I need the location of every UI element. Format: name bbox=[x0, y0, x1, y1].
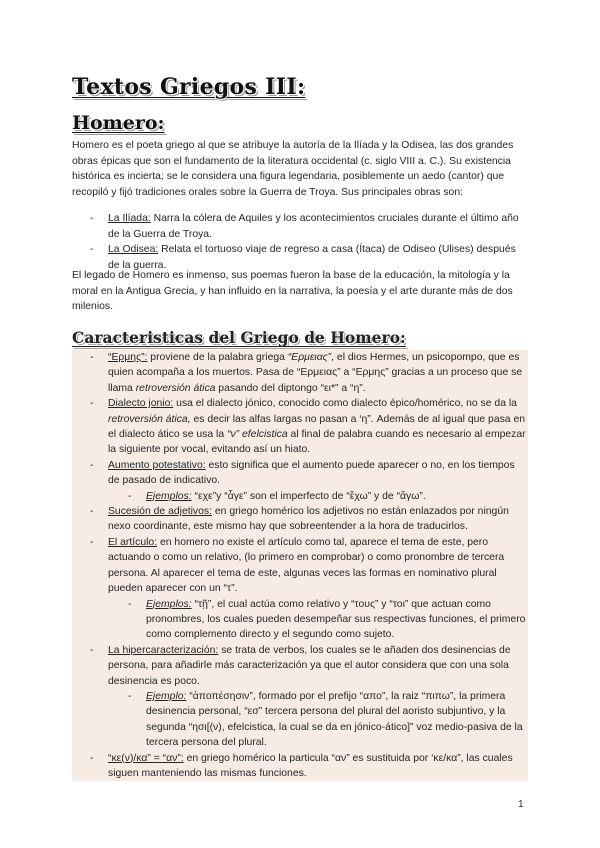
term-italic: retroversión ática, bbox=[108, 413, 191, 425]
work-name-odisea: La Odisea: bbox=[108, 244, 159, 256]
greek-word: “Ερμειας” bbox=[287, 352, 332, 363]
example-item-augment bbox=[72, 489, 528, 504]
feature-text: al final de palabra cuando es necesario al empezar la siguiente por vocal, evitando así un hiato. bbox=[108, 429, 526, 456]
feature-term: Aumento potestativo: bbox=[108, 459, 206, 471]
feature-text: pasando del diptongo “ει*” a “η”. bbox=[215, 382, 366, 394]
example-text: “τῇ”, el cual actúa como relativo y “τους” y “τοι” que actuan como pronombres, los cuales pueden desempeñar sus respectivas funciones, el primero como complemento directo y el segundo como sujeto. bbox=[146, 598, 526, 641]
term-italic: retroversión ática bbox=[135, 382, 216, 394]
example-text: “εχε”y “ἆγε” son el imperfecto de “ἔχω” y de “ἄγω”. bbox=[191, 490, 426, 502]
feature-text: en griego homérico la particula “αν” es sustituida por ‘κε/κα”, las cuales siguen manteniendo las mismas funciones. bbox=[108, 752, 513, 779]
feature-term: El artículo: bbox=[108, 536, 158, 548]
work-text-odisea: Relata el tortuoso viaje de regreso a casa (Ítaca) de Odiseo (Ulises) después de la guerra. bbox=[108, 244, 516, 271]
example-label: Ejemplos: bbox=[146, 598, 192, 610]
features-heading: Caracteristicas del Griego de Homero: bbox=[72, 328, 406, 347]
feature-text: en griego homérico los adjetivos no están enlazados por ningún nexo coordinante, este mismo hay que sobreentender a la hora de traducirlos. bbox=[108, 506, 509, 533]
feature-item-ermes bbox=[72, 350, 528, 396]
feature-term: La hipercaracterización: bbox=[108, 644, 219, 656]
work-name-iliada: La Ilíada: bbox=[108, 213, 151, 224]
works-list bbox=[72, 211, 528, 273]
feature-text: , el dios Hermes, un psicopompo, que es quien acompaña a los muertos. Pasa de “Ερμειας” a “Ερμης” gracias a un proceso que se llama bbox=[108, 352, 523, 394]
feature-text: proviene de la palabra griega bbox=[147, 352, 288, 363]
features-list bbox=[72, 350, 528, 781]
feature-text: es decir las alfas largas no pasan a ‘η”. Además de al igual que pasa en el dialecto ático se usa la bbox=[108, 413, 526, 441]
example-item-article bbox=[72, 597, 528, 643]
feature-item-ionic bbox=[72, 396, 528, 458]
feature-item-particle bbox=[72, 751, 528, 782]
example-label: Ejemplo: bbox=[146, 690, 187, 702]
homero-heading: Homero: bbox=[72, 112, 165, 134]
page-number: 1 bbox=[518, 799, 524, 810]
work-text-iliada: Narra la cólera de Aquiles y los acontecimientos cruciales durante el último año de la Guerra de Troya. bbox=[108, 213, 519, 240]
term-italic: “ν” efelcistica bbox=[227, 429, 288, 441]
feature-term: “κε(ν)/κα” = “αν”: bbox=[108, 752, 184, 764]
document-title: Textos Griegos III: bbox=[72, 74, 306, 100]
feature-term: Sucesión de adjetivos: bbox=[108, 506, 212, 518]
feature-text: esto significa que el aumento puede aparecer o no, en los tiempos de pasado de indicativo. bbox=[108, 459, 515, 487]
feature-item-adjectives bbox=[72, 504, 528, 535]
homero-intro-paragraph: Homero es el poeta griego al que se atribuye la autoría de la Ilíada y la Odisea, las dos grandes obras épicas que son el fundamento de la literatura occidental (c. siglo VIII a. C.). Su existencia histórica es incierta; se le considera una figura legendaria, posiblemente un aedo (cantor) que recopiló y fijó tradiciones orales sobre la Guerra de Troya. Sus principales obras son: bbox=[72, 140, 514, 198]
feature-item-augment bbox=[72, 458, 528, 489]
feature-text: en homero no existe el artículo como tal, aparece el tema de este, pero actuando o como un relativo, (lo primero en comprobar) o como pronombre de tercera persona. Al aparecer el tema de este, algunas veces las formas en nominativo plural pueden aparecer con un “τ”. bbox=[108, 536, 505, 595]
feature-text: se trata de verbos, los cuales se le añaden dos desinencias de persona, para añadirle más caracterización ya que el autor considera que con una sola desinencia es poco. bbox=[108, 644, 511, 687]
example-label: Ejemplos: bbox=[146, 490, 192, 502]
feature-item-hypercharacterization bbox=[72, 643, 528, 689]
example-text: “ἀποπέσησιν”, formado por el prefijo “απο”, la raiz “πιπω”, la primera desinencia personal, “εσ” tercera persona del plural del aoristo subjuntivo, y la segunda “ησι[(ν), efelcistica, la cual se da en jónico-ático]” voz medio-pasiva de la tercera persona del plural. bbox=[146, 690, 523, 749]
feature-item-article bbox=[72, 535, 528, 597]
feature-text: usa el dialecto jónico, conocido como dialecto épico/homérico, no se da la bbox=[173, 398, 517, 410]
work-item-iliada bbox=[72, 211, 528, 242]
feature-term: Dialecto jonio: bbox=[108, 398, 174, 410]
feature-term: “Ερμης”: bbox=[108, 352, 148, 363]
homero-legacy-paragraph: El legado de Homero es inmenso, sus poemas fueron la base de la educación, la mitología y la moral en la Antigua Grecia, y han influido en la narrativa, la poesía y el arte durante más de dos milenios. bbox=[72, 270, 513, 313]
example-item-hypercharacterization bbox=[72, 689, 528, 751]
